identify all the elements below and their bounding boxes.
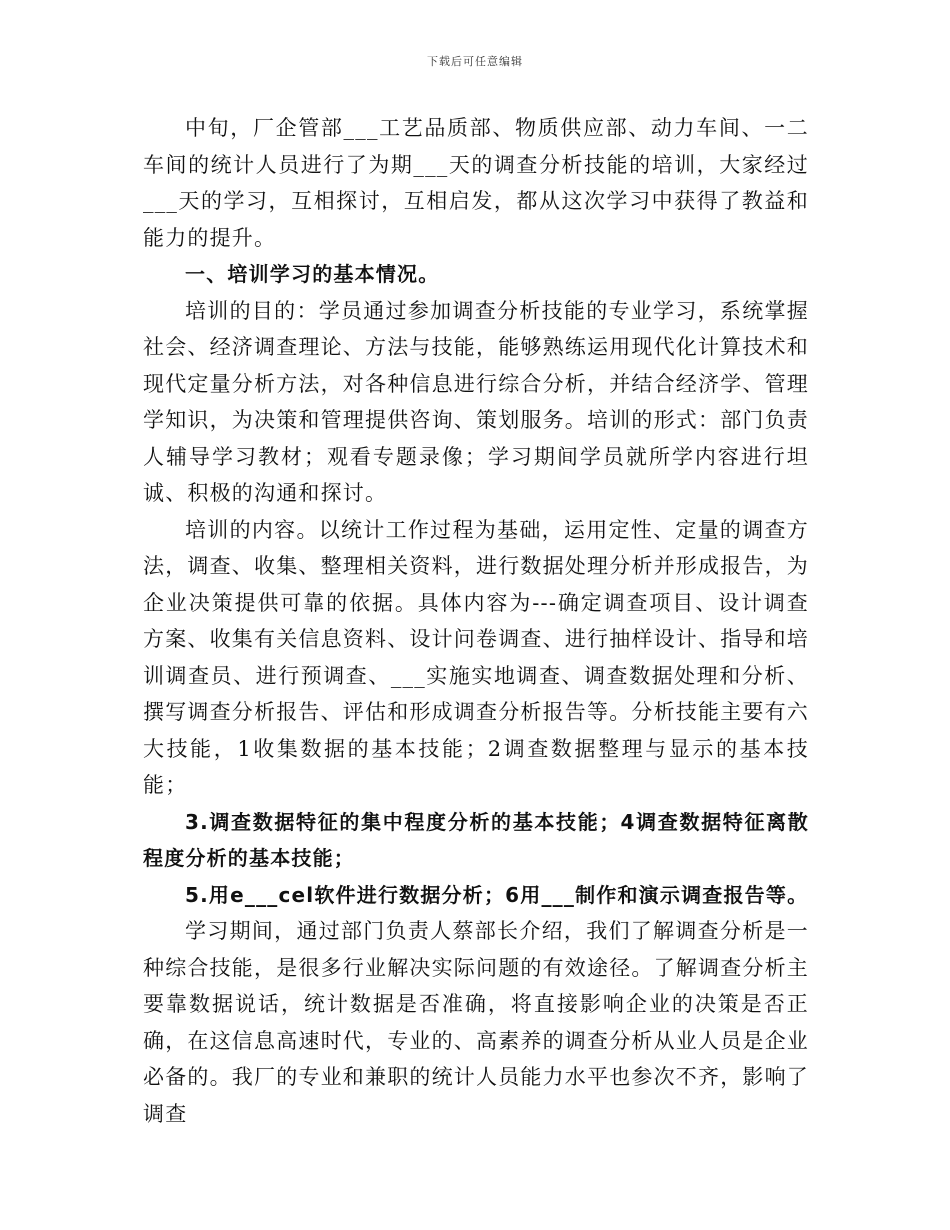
paragraph-skills-3-4: 3.调查数据特征的集中程度分析的基本技能；4调查数据特征离散程度分析的基本技能； xyxy=(143,809,809,870)
page-header: 下载后可任意编辑 xyxy=(427,55,523,68)
section-heading-training-overview: 一、培训学习的基本情况。 xyxy=(185,262,440,286)
paragraph-intro: 中旬，厂企管部___工艺品质部、物质供应部、动力车间、一二车间的统计人员进行了为期___天的调查分析技能的培训，大家经过___天的学习，互相探讨，互相启发，都从这次学习中获得了教益和能力的提升。 xyxy=(143,116,809,250)
paragraph-skills-5-6: 5.用e___cel软件进行数据分析；6用___制作和演示调查报告等。 xyxy=(185,882,809,907)
paragraph-training-purpose: 培训的目的：学员通过参加调查分析技能的专业学习，系统掌握社会、经济调查理论、方法与技能，能够熟练运用现代化计算技术和现代定量分析方法，对各种信息进行综合分析，并结合经济学、管理学知识，为决策和管理提供咨询、策划服务。培训的形式：部门负责人辅导学习教材；观看专题录像；学习期间学员就所学内容进行坦诚、积极的沟通和探讨。 xyxy=(143,298,809,505)
paragraph-training-content: 培训的内容。以统计工作过程为基础，运用定性、定量的调查方法，调查、收集、整理相关资料，进行数据处理分析并形成报告，为企业决策提供可靠的依据。具体内容为---确定调查项目、设计调查方案、收集有关信息资料、设计问卷调查、进行抽样设计、指导和培训调查员、进行预调查、___实施实地调查、调查数据处理和分析、撰写调查分析报告、评估和形成调查分析报告等。分析技能主要有六大技能，1收集数据的基本技能；2调查数据整理与显示的基本技能； xyxy=(143,517,809,797)
document-body xyxy=(143,110,809,1132)
paragraph-learning-period: 学习期间，通过部门负责人蔡部长介绍，我们了解调查分析是一种综合技能，是很多行业解决实际问题的有效途径。了解调查分析主要靠数据说话，统计数据是否准确，将直接影响企业的决策是否正确，在这信息高速时代，专业的、高素养的调查分析从业人员是企业必备的。我厂的专业和兼职的统计人员能力水平也参次不齐，影响了调查 xyxy=(143,919,809,1126)
